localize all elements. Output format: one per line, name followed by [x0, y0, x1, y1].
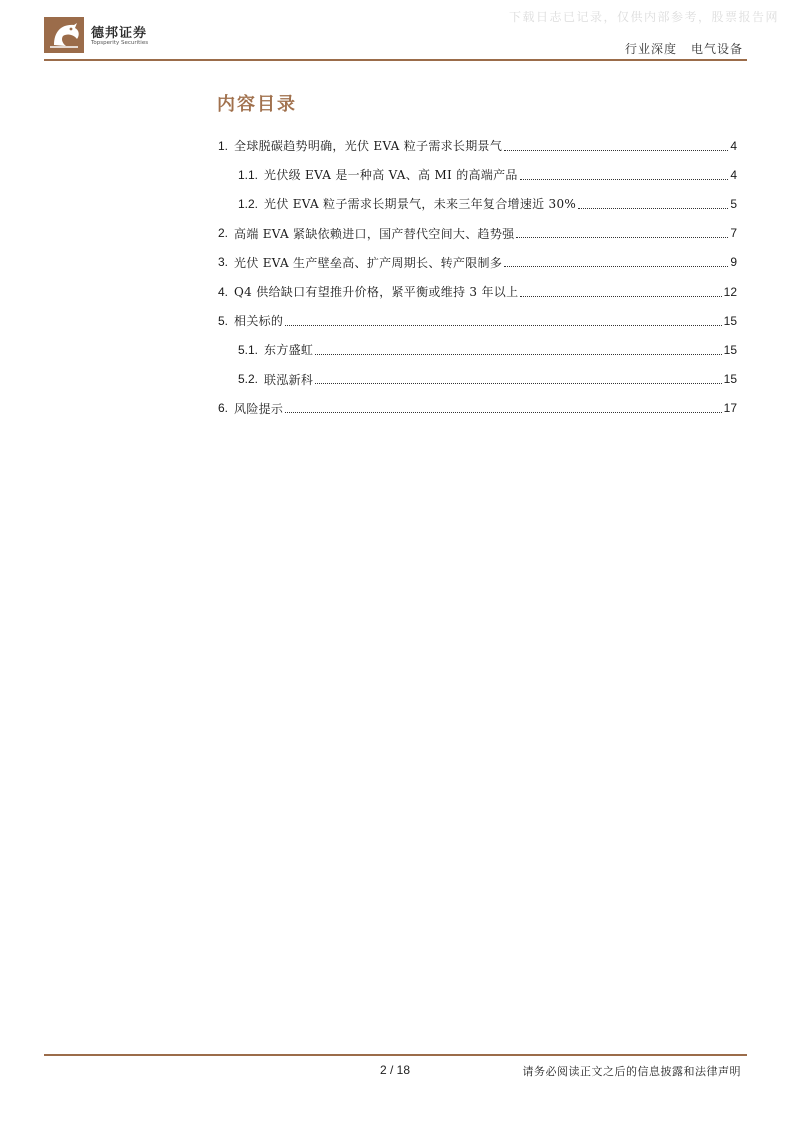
table-of-contents: [218, 131, 737, 423]
toc-entry-text: 光伏级 EVA 是一种高 VA、高 MI 的高端产品: [264, 168, 518, 183]
toc-entry-number: 5.1.: [238, 342, 259, 357]
toc-entry[interactable]: [218, 219, 737, 248]
toc-entry[interactable]: [218, 365, 737, 394]
toc-entry-page: 17: [723, 401, 737, 416]
report-category: 行业深度: [624, 42, 677, 56]
toc-entry-text: 高端 EVA 紧缺依赖进口，国产替代空间大、趋势强: [234, 226, 515, 241]
toc-leader-dots: [516, 236, 728, 238]
toc-entry-page: 4: [730, 138, 737, 153]
toc-entry-page: 15: [723, 372, 737, 387]
toc-leader-dots: [504, 265, 728, 267]
toc-leader-dots: [315, 382, 721, 384]
toc-leader-dots: [285, 324, 721, 326]
toc-entry-page: 15: [723, 313, 737, 328]
disclaimer-note: 请务必阅读正文之后的信息披露和法律声明: [522, 1065, 741, 1078]
report-header-tags: [625, 40, 743, 57]
toc-leader-dots: [520, 295, 721, 297]
toc-entry[interactable]: [218, 335, 737, 364]
page-number: 2 / 18: [380, 1063, 411, 1077]
toc-entry-text: 联泓新科: [264, 372, 314, 387]
toc-leader-dots: [315, 353, 721, 355]
toc-leader-dots: [504, 149, 728, 151]
toc-entry-number: 1.2.: [238, 196, 259, 211]
toc-entry-number: 4.: [218, 284, 229, 299]
toc-entry[interactable]: [218, 131, 737, 160]
toc-entry-text: 全球脱碳趋势明确，光伏 EVA 粒子需求长期景气: [234, 139, 503, 154]
toc-entry[interactable]: [218, 160, 737, 189]
toc-entry-number: 5.2.: [238, 372, 259, 387]
toc-title: 内容目录: [217, 94, 297, 115]
toc-leader-dots: [285, 411, 721, 413]
toc-entry[interactable]: [218, 277, 737, 306]
header-rule: [44, 59, 747, 61]
toc-entry-text: Q4 供给缺口有望推升价格，紧平衡或维持 3 年以上: [234, 285, 519, 300]
footer-rule: [44, 1054, 747, 1056]
toc-entry-number: 2.: [218, 226, 229, 241]
toc-entry-text: 光伏 EVA 粒子需求长期景气，未来三年复合增速近 30%: [264, 197, 577, 212]
toc-entry-page: 5: [730, 196, 737, 211]
toc-entry[interactable]: [218, 189, 737, 218]
toc-entry-text: 东方盛虹: [264, 343, 314, 358]
company-logo: [44, 17, 154, 53]
toc-entry-page: 7: [730, 226, 737, 241]
toc-entry[interactable]: [218, 248, 737, 277]
toc-entry-text: 光伏 EVA 生产壁垒高、扩产周期长、转产限制多: [234, 255, 503, 270]
toc-entry-number: 6.: [218, 401, 229, 416]
toc-leader-dots: [578, 207, 728, 209]
watermark-text: 下载日志已记录，仅供内部参考，股票报告网: [508, 10, 779, 24]
toc-leader-dots: [520, 178, 729, 180]
toc-entry-number: 1.: [218, 138, 229, 153]
toc-entry-page: 12: [723, 284, 737, 299]
toc-entry-text: 相关标的: [234, 314, 284, 329]
toc-entry[interactable]: [218, 394, 737, 423]
toc-entry-page: 4: [730, 167, 737, 182]
toc-entry-page: 9: [730, 255, 737, 270]
toc-entry[interactable]: [218, 306, 737, 335]
toc-entry-page: 15: [723, 342, 737, 357]
toc-entry-number: 3.: [218, 255, 229, 270]
logo-mark-icon: [44, 17, 84, 53]
toc-entry-number: 1.1.: [238, 167, 259, 182]
logo-name-cn: 德邦证券: [91, 26, 148, 41]
report-sector: 电气设备: [690, 42, 743, 56]
logo-name-en: Topsperity Securities: [91, 40, 149, 46]
toc-entry-number: 5.: [218, 313, 229, 328]
toc-entry-text: 风险提示: [234, 401, 284, 416]
